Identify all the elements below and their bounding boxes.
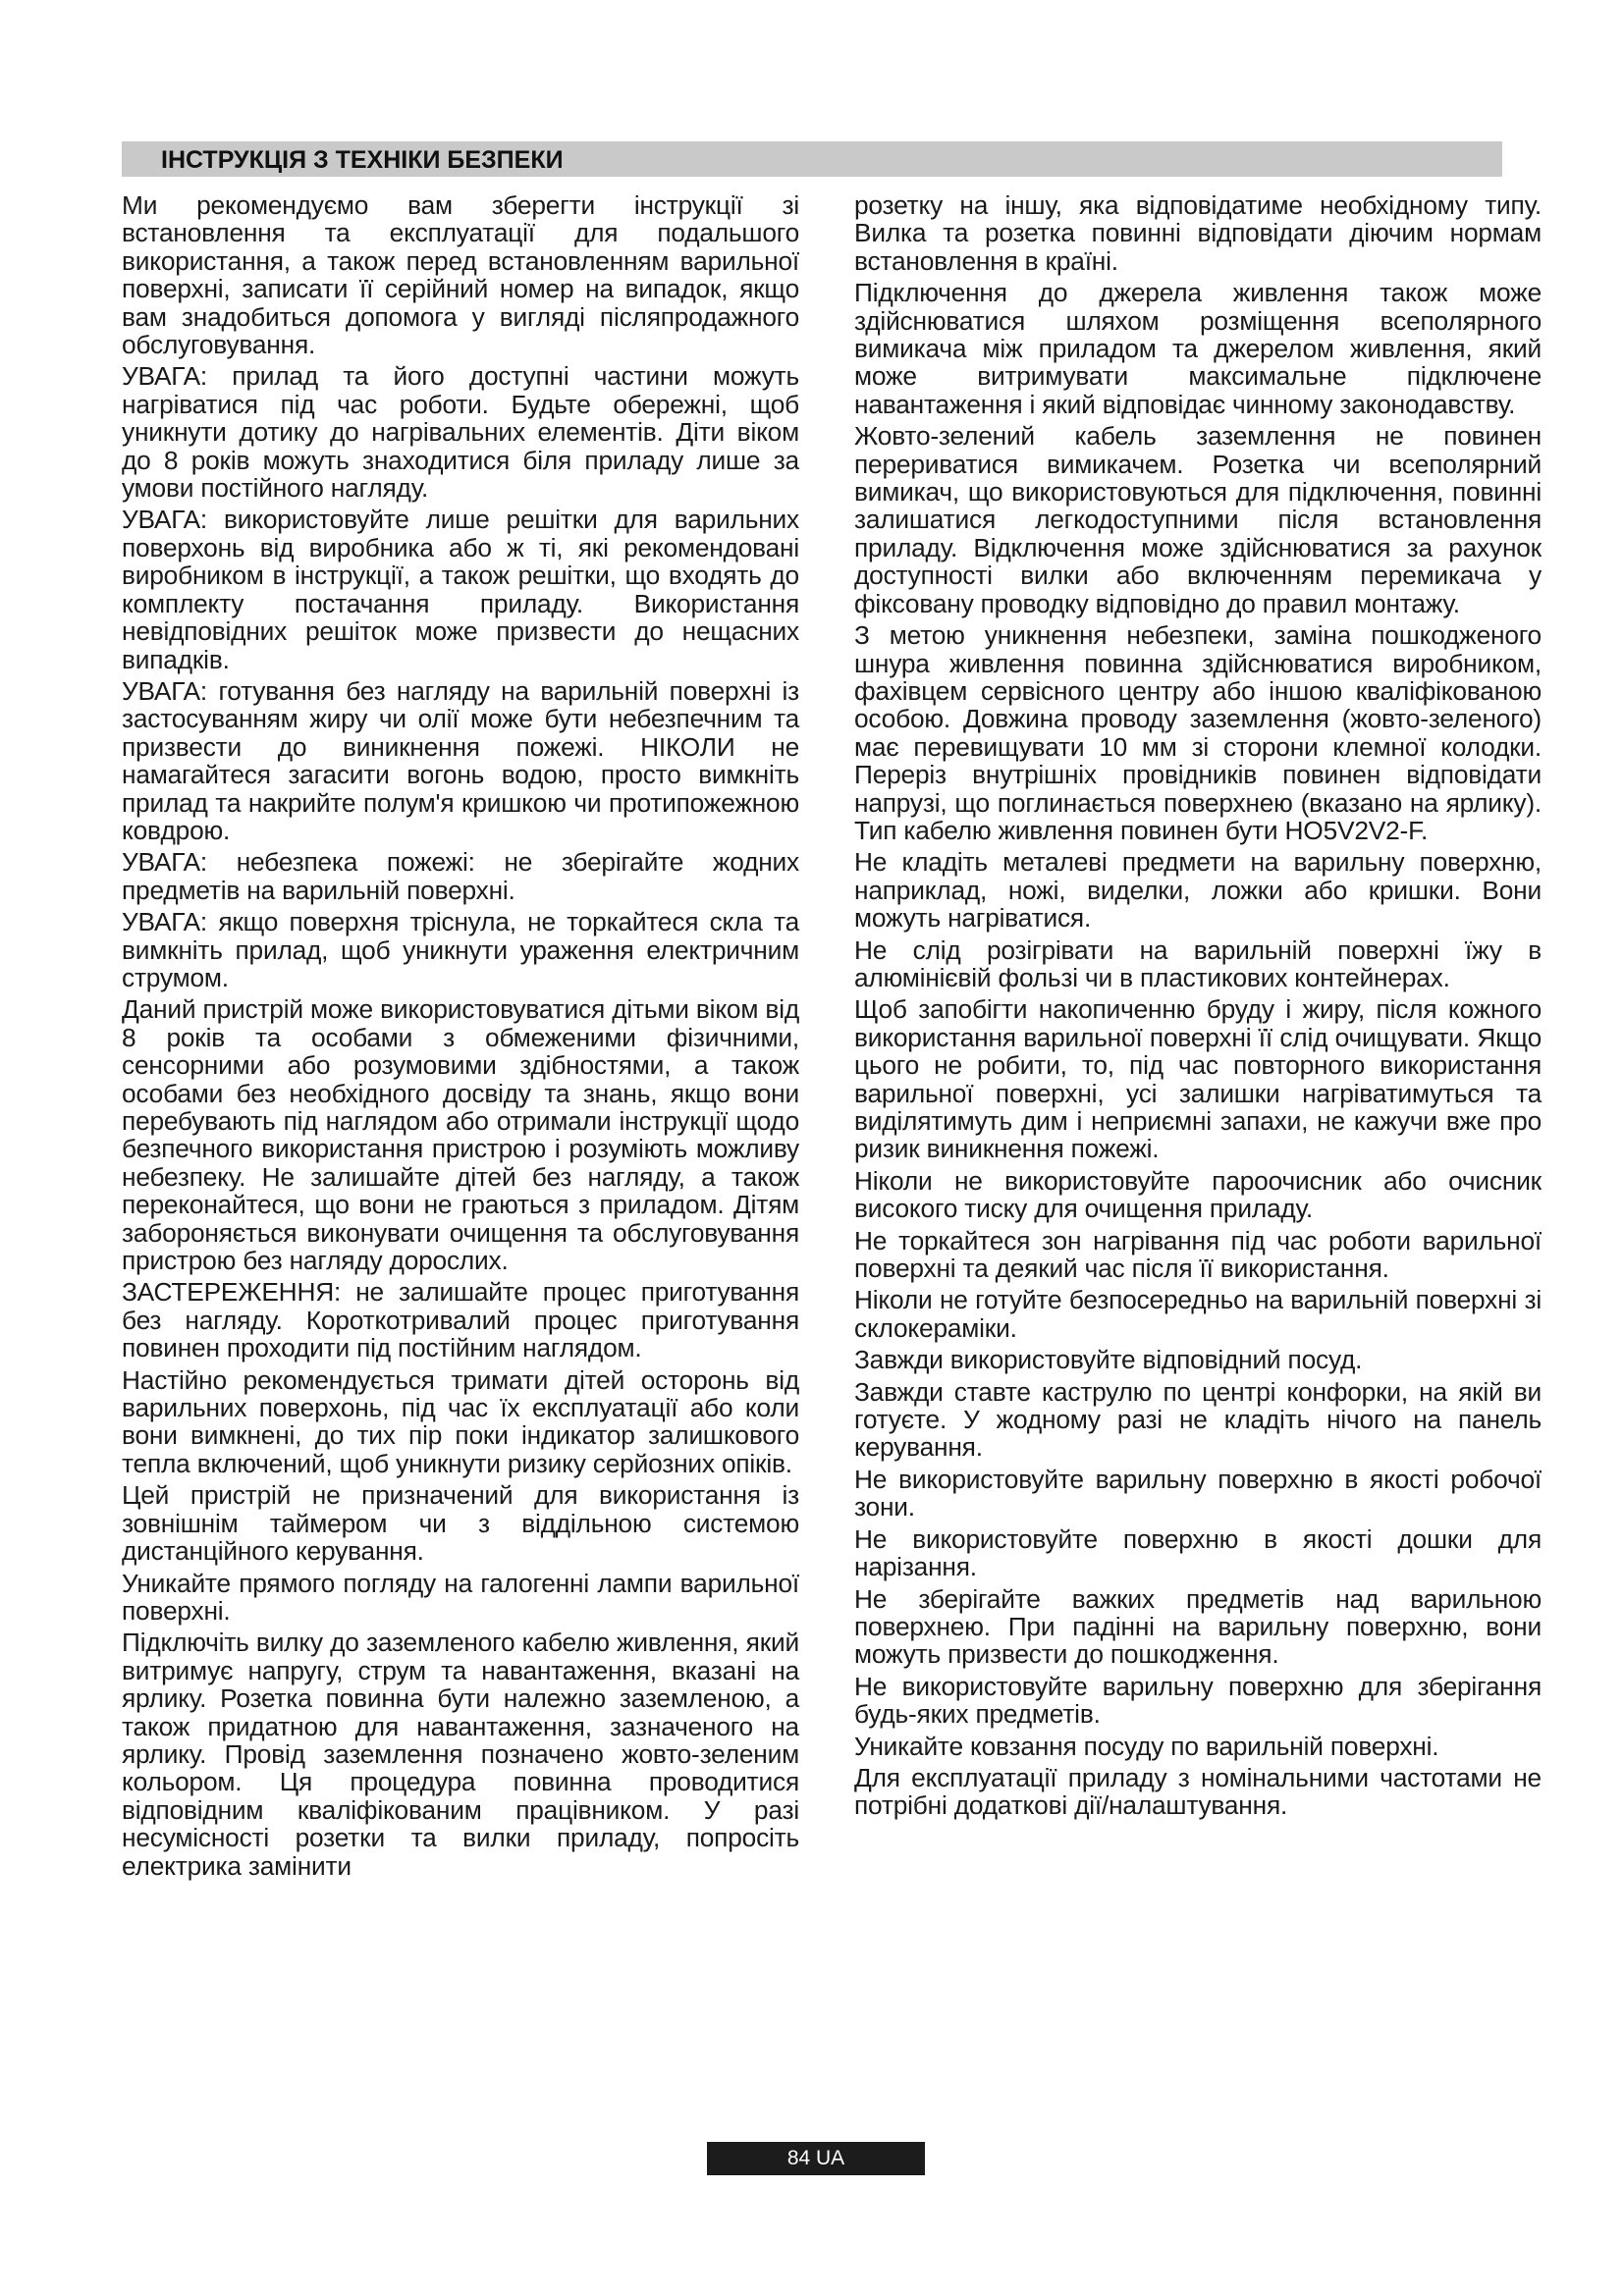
page-number-badge — [707, 2142, 925, 2175]
paragraph: УВАГА: якщо поверхня тріснула, не торкайтеся скла та вимкніть прилад, щоб уникнути ураження електричним струмом. — [122, 907, 799, 992]
paragraph: Не торкайтеся зон нагрівання під час роботи варильної поверхні та деякий час після її використання. — [854, 1225, 1542, 1284]
paragraph: Завжди ставте каструлю по центрі конфорки, на якій ви готуєте. У жодному разі не кладіть нічого на панель керування. — [854, 1376, 1542, 1463]
paragraph: Для експлуатації приладу з номінальними частотами не потрібні додаткові дії/налаштування. — [854, 1762, 1542, 1821]
paragraph: Щоб запобігти накопиченню бруду і жиру, після кожного використання варильної поверхні її слід очищувати. Якщо цього не робити, то, під час повторного використання варильної поверхні, усі залишки нагріватимуться та виділятимуть дим і неприємні запахи, не кажучи вже про ризик виникнення пожежі. — [854, 994, 1542, 1164]
section-header-bar — [122, 141, 1502, 177]
paragraph: УВАГА: небезпека пожежі: не зберігайте жодних предметів на варильній поверхні. — [122, 847, 799, 905]
paragraph: Не використовуйте поверхню в якості дошки для нарізання. — [854, 1523, 1542, 1582]
paragraph: Уникайте прямого погляду на галогенні лампи варильної поверхні. — [122, 1568, 799, 1626]
page-number: 84 UA — [786, 2147, 845, 2169]
paragraph: УВАГА: готування без нагляду на варильній поверхні із застосуванням жиру чи олії може бути небезпечним та призвести до виникнення пожежі. НІКОЛИ не намагайтеся загасити вогонь водою, просто вимкніть прилад та накрийте полум'я кришкою чи протипожежною ковдрою. — [122, 675, 799, 845]
paragraph: УВАГА: використовуйте лише решітки для варильних поверхонь від виробника або ж ті, які рекомендовані виробником в інструкції, а також решітки, що входять до комплекту постачання приладу. Використання невідповідних решіток може призвести до нещасних випадків. — [122, 505, 799, 674]
paragraph: Не використовуйте варильну поверхню для зберігання будь-яких предметів. — [854, 1671, 1542, 1730]
paragraph: Підключіть вилку до заземленого кабелю живлення, який витримує напругу, струм та навантаження, вказані на ярлику. Розетка повинна бути належно заземленою, а також придатною для навантаження, зазначеного на ярлику. Провід заземлення позначено жовто-зеленим кольором. Ця процедура повинна проводитися відповідним кваліфікованим працівником. У разі несумісності розетки та вилки приладу, попросіть електрика замінити — [122, 1628, 799, 1881]
right-column — [854, 191, 1542, 1824]
paragraph: Настійно рекомендується тримати дітей осторонь від варильних поверхонь, під час їх експлуатації або коли вони вимкнені, до тих пір поки індикатор залишкового тепла включений, щоб уникнути ризику серйозних опіків. — [122, 1364, 799, 1478]
paragraph: Ніколи не готуйте безпосередньо на варильній поверхні зі склокераміки. — [854, 1285, 1542, 1343]
paragraph: З метою уникнення небезпеки, заміна пошкодженого шнура живлення повинна здійснюватися виробником, фахівцем сервісного центру або іншою кваліфікованою особою. Довжина проводу заземлення (жовто-зеленого) має перевищувати 10 мм зі сторони клемної колодки. Переріз внутрішніх провідників повинен відповідати напрузі, що поглинається поверхнею (вказано на ярлику). Тип кабелю живлення повинен бути HO5V2V2-F. — [854, 620, 1542, 845]
paragraph: УВАГА: прилад та його доступні частини можуть нагріватися під час роботи. Будьте обережні, щоб уникнути дотику до нагрівальних елементів. Діти віком до 8 років можуть знаходитися біля приладу лише за умови постійного нагляду. — [122, 361, 799, 504]
paragraph: Ми рекомендуємо вам зберегти інструкції зі встановлення та експлуатації для подальшого використання, а також перед встановленням варильної поверхні, записати її серійний номер на випадок, якщо вам знадобиться допомога у вигляді післяпродажного обслуговування. — [122, 190, 799, 360]
paragraph: Уникайте ковзання посуду по варильній поверхні. — [854, 1731, 1439, 1761]
paragraph: розетку на іншу, яка відповідатиме необхідному типу. Вилка та розетка повинні відповідати діючим нормам встановлення в країні. — [854, 190, 1542, 276]
paragraph: Ніколи не використовуйте пароочисник або очисник високого тиску для очищення приладу. — [854, 1165, 1542, 1224]
paragraph: ЗАСТЕРЕЖЕННЯ: не залишайте процес приготування без нагляду. Короткотривалий процес приготування повинен проходити під постійним наглядом. — [122, 1277, 799, 1363]
paragraph: Не кладіть металеві предмети на варильну поверхню, наприклад, ножі, виделки, ложки або кришки. Вони можуть нагріватися. — [854, 847, 1542, 934]
paragraph: Цей пристрій не призначений для використання із зовнішнім таймером чи з віддільною системою дистанційного керування. — [122, 1480, 799, 1567]
paragraph: Не зберігайте важких предметів над варильною поверхнею. При падінні на варильну поверхню, вони можуть призвести до пошкодження. — [854, 1583, 1542, 1670]
left-column — [122, 191, 799, 1884]
paragraph: Завжди використовуйте відповідний посуд. — [854, 1345, 1363, 1375]
paragraph: Не слід розігрівати на варильній поверхні їжу в алюмінієвій фользі чи в пластикових контейнерах. — [854, 934, 1542, 992]
paragraph: Не використовуйте варильну поверхню в якості робочої зони. — [854, 1464, 1542, 1522]
paragraph: Даний пристрій може використовуватися дітьми віком від 8 років та особами з обмеженими фізичними, сенсорними або розумовими здібностями, а також особами без необхідного досвіду та знань, якщо вони перебувають під наглядом або отримали інструкції щодо безпечного використання пристрою і розуміють можливу небезпеку. Не залишайте дітей без нагляду, а також переконайтеся, що вони не граються з приладом. Дітям забороняється виконувати очищення та обслуговування пристрою без нагляду дорослих. — [122, 994, 799, 1276]
paragraph: Підключення до джерела живлення також може здійснюватися шляхом розміщення всеполярного вимикача між приладом та джерелом живлення, який може витримувати максимальне підключене навантаження і який відповідає чинному законодавству. — [854, 278, 1542, 419]
section-title: ІНСТРУКЦІЯ З ТЕХНІКИ БЕЗПЕКИ — [161, 146, 564, 174]
paragraph: Жовто-зелений кабель заземлення не повинен перериватися вимикачем. Розетка чи всеполярний вимикач, що використовуються для підключення, повинні залишатися легкодоступними після встановлення приладу. Відключення може здійснюватися за рахунок доступності вилки або включенням перемикача у фіксовану проводку відповідно до правил монтажу. — [854, 421, 1542, 618]
